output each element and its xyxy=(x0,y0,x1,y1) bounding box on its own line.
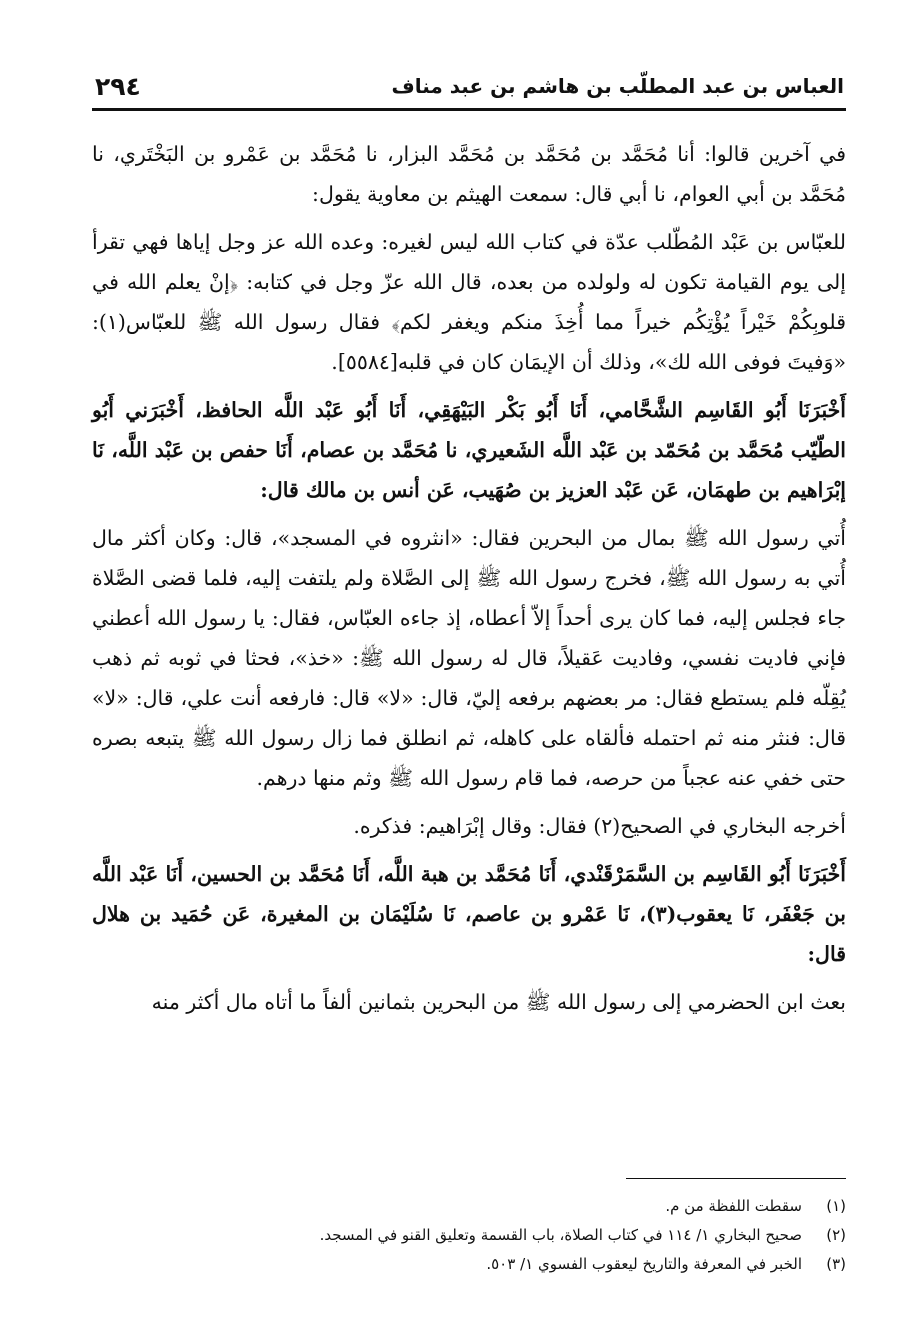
footnotes xyxy=(92,1192,846,1279)
page-number: ٢٩٤ xyxy=(95,71,141,101)
footnote-number: (٣) xyxy=(826,1255,846,1273)
running-title: العباس بن عبد المطلّب بن هاشم بن عبد مناف xyxy=(391,74,844,98)
footnote-item xyxy=(92,1192,846,1221)
footnote-text: سقطت اللفظة من م. xyxy=(665,1197,802,1215)
footnote-item xyxy=(92,1250,846,1279)
footnote-text: صحيح البخاري ١/ ١١٤ في كتاب الصلاة، باب القسمة وتعليق القنو في المسجد. xyxy=(319,1226,802,1244)
paragraph-isnad-3: أَخْبَرَنَا أَبُو القَاسِم بن السَّمَرْقَنْدي، أَنَا مُحَمَّد بن هبة اللَّه، أَنَا مُحَمَّد بن الحسين، أَنَا عَبْد اللَّه بن جَعْفَر، نَا يعقوب(٣)، نَا عَمْرو بن عاصم، نَا سُلَيْمَان بن المغيرة، عَن حُمَيد بن هلال قال: xyxy=(92,862,846,966)
paragraph-isnad-2: أَخْبَرَنَا أَبُو القَاسِم الشَّحَّامي، أَنَا أَبُو بَكْر البَيْهَقِي، أَنَا أَبُو عَبْد اللَّه الحافظ، أَخْبَرَني أَبُو الطّيّب مُحَمَّد بن مُحَمّد بن عَبْد اللَّه الشَعيري، نا مُحَمَّد بن عصام، أَنَا حفص بن عَبْد اللَّه، نَا إبْرَاهيم بن طهمَان، عَن عَبْد العزيز بن صُهَيب، عَن أنس بن مالك قال: xyxy=(92,398,846,502)
paragraph-narration-2: أُتي رسول الله ﷺ بمال من البحرين فقال: «انثروه في المسجد»، قال: وكان أكثر مال أُتي به رسول الله ﷺ، فخرج رسول الله ﷺ إلى الصَّلاة ولم يلتفت إليه، فلما قضى الصَّلاة جاء فجلس إليه، فما كان يرى أحداً إلاّ أعطاه، إذ جاءه العبّاس، فقال: يا رسول الله أعطني فإني فاديت نفسي، وفاديت عَقيلاً، قال له رسول الله ﷺ: «خذ»، فحثا في ثوبه ثم ذهب يُقِلّه فلم يستطع فقال: مر بعضهم برفعه إليّ، قال: «لا» قال: فارفعه أنت علي، قال: «لا» قال: فنثر منه ثم احتمله فألقاه على كاهله، ثم انطلق فما زال رسول الله ﷺ يتبعه بصره حتى خفي عنه عجباً من حرصه، فما قام رسول الله ﷺ وثم منها درهم. xyxy=(92,526,846,790)
footnote-item xyxy=(92,1221,846,1250)
page-header xyxy=(95,66,844,106)
paragraph-isnad-1: في آخرين قالوا: أنا مُحَمَّد بن مُحَمَّد بن مُحَمَّد البزار، نا مُحَمَّد بن عَمْرو بن البَخْتَري، نا مُحَمَّد بن أبي العوام، نا أبي قال: سمعت الهيثم بن معاوية يقول: xyxy=(92,142,846,206)
footnote-number: (١) xyxy=(826,1197,846,1215)
paragraph-source-note: أخرجه البخاري في الصحيح(٢) فقال: وقال إبْرَاهيم: فذكره. xyxy=(353,814,846,838)
paragraph-narration-1: للعبّاس بن عَبْد المُطّلب عدّة في كتاب الله ليس لغيره: وعده الله عز وجل إياها فهي تقرأ إلى يوم القيامة تكون له ولولده من بعده، قال الله عزّ وجل في كتابه: ﴿إنْ يعلم الله في قلوبِكُمْ خَيْراً يُؤْتِكُم خيراً مما أُخِذَ منكم ويغفر لكم﴾ فقال رسول الله ﷺ للعبّاس(١): «وَفيتَ فوفى الله لك»، وذلك أن الإيمَان كان في قلبه[٥٥٨٤]. xyxy=(92,230,846,374)
footnote-text: الخبر في المعرفة والتاريخ ليعقوب الفسوي ١/ ٥٠٣. xyxy=(486,1255,802,1273)
footnote-number: (٢) xyxy=(826,1226,846,1244)
header-divider xyxy=(92,108,846,111)
paragraph-narration-3: بعث ابن الحضرمي إلى رسول الله ﷺ من البحرين بثمانين ألفاً ما أتاه مال أكثر منه xyxy=(151,990,846,1014)
main-text xyxy=(92,134,846,1030)
footnote-divider xyxy=(626,1178,846,1179)
